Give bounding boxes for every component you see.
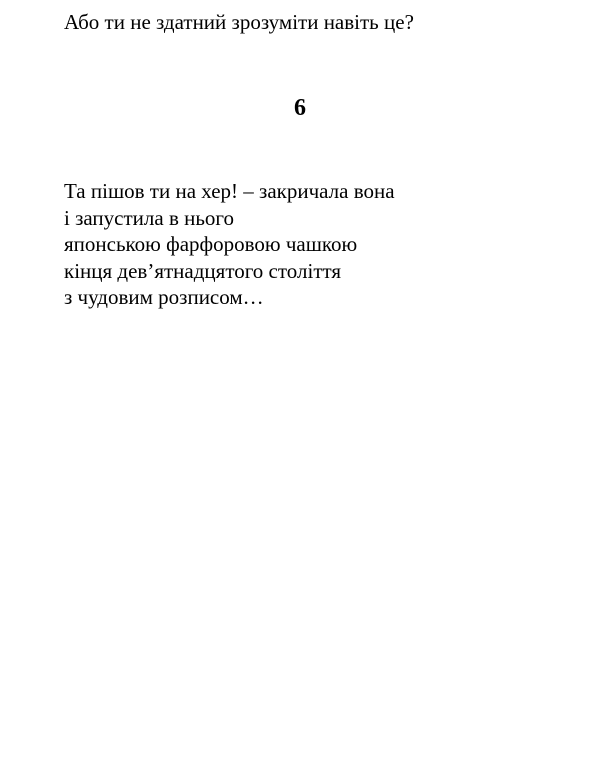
poem-stanza bbox=[64, 178, 395, 311]
poem-line: кінця дев’ятнадцятого століття bbox=[64, 258, 342, 283]
poem-line: і запустила в нього bbox=[64, 205, 235, 230]
poem-line: Та пішов ти на хер! – закричала вона bbox=[64, 179, 395, 203]
intro-text-line: Або ти не здатний зрозуміти навіть це? bbox=[64, 10, 414, 34]
poem-line: японською фарфоровою чашкою bbox=[64, 232, 358, 256]
poem-line: з чудовим розписом… bbox=[64, 285, 264, 309]
section-number-heading: 6 bbox=[294, 95, 306, 121]
